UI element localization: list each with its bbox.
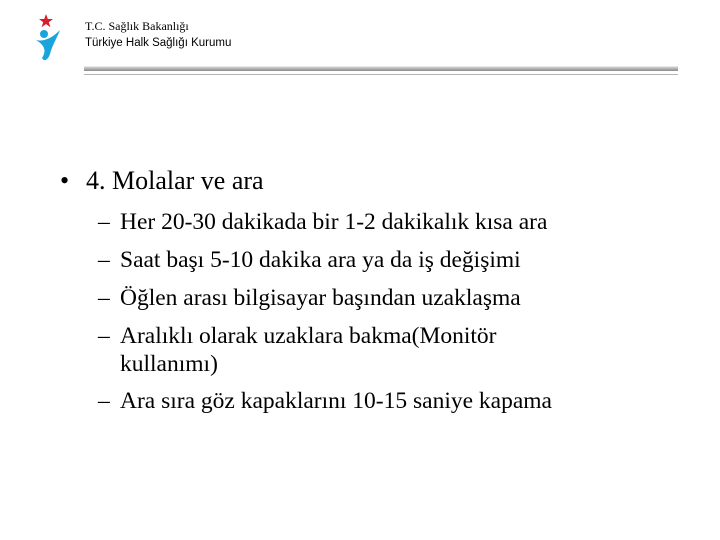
list-item-text: Öğlen arası bilgisayar başından uzaklaşma (120, 285, 521, 311)
list-item-text: Ara sıra göz kapaklarını 10-15 saniye kapama (120, 388, 552, 414)
bullet-dot-icon: • (60, 166, 70, 195)
sub-bullet-list (98, 208, 660, 425)
dash-icon: – (98, 247, 110, 273)
list-item-text: Her 20-30 dakikada bir 1-2 dakikalık kısa ara (120, 209, 548, 235)
list-item (98, 246, 660, 274)
list-item (98, 284, 660, 312)
main-bullet-text: 4. Molalar ve ara (86, 166, 264, 195)
dash-icon: – (98, 323, 110, 349)
header-divider (84, 66, 678, 71)
list-item (98, 387, 660, 415)
dash-icon: – (98, 209, 110, 235)
list-item-text: Aralıklı olarak uzaklara bakma(Monitör kullanımı) (120, 323, 497, 377)
header-divider-shadow (84, 74, 678, 75)
org-name-ministry: T.C. Sağlık Bakanlığı (85, 19, 189, 33)
dash-icon: – (98, 285, 110, 311)
ministry-emblem-icon (22, 12, 78, 74)
dash-icon: – (98, 388, 110, 414)
list-item (98, 322, 590, 378)
list-item (98, 208, 660, 236)
list-item-text: Saat başı 5-10 dakika ara ya da iş değişimi (120, 247, 521, 273)
ministry-logo (22, 12, 78, 74)
main-bullet (60, 166, 264, 196)
org-name-institution: Türkiye Halk Sağlığı Kurumu (85, 37, 232, 49)
